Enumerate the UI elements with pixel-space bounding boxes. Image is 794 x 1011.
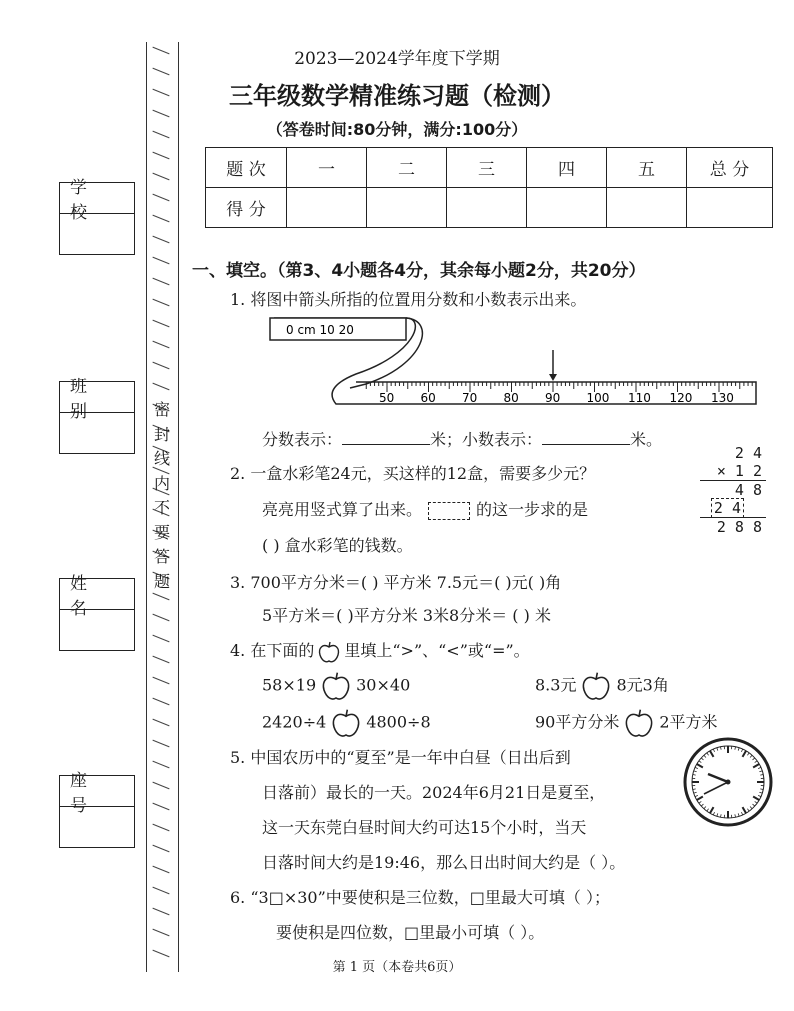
seal-tick: [152, 152, 169, 160]
seal-tick: [152, 383, 169, 391]
seal-tick: [152, 719, 169, 727]
seal-tick: [152, 635, 169, 643]
apple-answer-icon[interactable]: [622, 707, 656, 739]
table-cell: 三: [447, 148, 527, 188]
q1-decimal-label: 米；小数表示：: [430, 430, 543, 449]
tape-measure: [266, 314, 766, 414]
q3-line2: 5平方米＝( )平方分米 3米8分米＝ ( ) 米: [262, 606, 551, 625]
q4-expr: 90平方分米: [535, 712, 620, 732]
table-cell: 二: [367, 148, 447, 188]
class-box: [59, 377, 135, 454]
q4-expr: 2平方米: [659, 712, 718, 732]
calc-line: 2 8 8: [716, 518, 762, 536]
seat-box: [59, 771, 135, 848]
school-box: [59, 178, 135, 255]
school-label: 学 校: [60, 183, 134, 214]
score-cell[interactable]: [287, 188, 367, 228]
calc-line: 4 8: [734, 481, 762, 499]
table-cell: 一: [287, 148, 367, 188]
exam-year: 2023—2024学年度下学期: [294, 49, 500, 69]
seal-tick: [152, 677, 169, 685]
seal-tick: [152, 887, 169, 895]
score-cell[interactable]: [527, 188, 607, 228]
class-label: 班 别: [60, 382, 134, 413]
calc-boxed-value: 2 4: [711, 498, 744, 518]
seal-tick: [152, 761, 169, 769]
tape-labels: [379, 391, 734, 405]
table-cell: 得 分: [206, 188, 287, 228]
seal-tick: [152, 362, 169, 370]
dashed-box-icon: [428, 502, 470, 520]
tape-tick-label: 100: [586, 391, 610, 405]
seal-char: 封: [153, 424, 170, 444]
q2-line3: ( ) 盒水彩笔的钱数。: [262, 536, 413, 555]
table-cell: 总 分: [687, 148, 773, 188]
seal-tick: [152, 824, 169, 832]
q6-line2: 要使积是四位数，□里最小可填（ ）。: [276, 923, 545, 942]
q4-expr: 2420÷4: [262, 712, 327, 732]
table-cell: 五: [607, 148, 687, 188]
q1-answer-line: [262, 427, 662, 450]
seal-text: [150, 398, 174, 594]
seal-tick: [152, 803, 169, 811]
q2-line2b: 的这一步求的是: [476, 500, 589, 519]
seal-tick: [152, 908, 169, 916]
q4-expr: 30×40: [356, 675, 411, 695]
apple-answer-icon[interactable]: [579, 670, 613, 702]
score-cell[interactable]: [447, 188, 527, 228]
q5-line2: 日落前）最长的一天。2024年6月21日是夏至，: [262, 783, 606, 802]
seal-tick: [152, 614, 169, 622]
tape-tick-label: 50: [379, 391, 395, 405]
seal-tick: [152, 782, 169, 790]
tape-tick-label: 80: [503, 391, 519, 405]
q4-row2-right: [535, 707, 718, 739]
q4-row1-left: [262, 670, 410, 702]
q5-line1: 5. 中国农历中的“夏至”是一年中白昼（日出后到: [230, 748, 571, 767]
q4-expr: 58×19: [262, 675, 317, 695]
score-table: [205, 147, 773, 228]
seal-tick: [152, 929, 169, 937]
tape-tick-label: 70: [462, 391, 478, 405]
score-row: [206, 188, 773, 228]
calc-line: × 1 2: [700, 462, 766, 481]
seal-line-left: [146, 42, 147, 972]
table-cell: 题 次: [206, 148, 287, 188]
q5-line4: 日落时间大约是19:46，那么日出时间大约是（ ）。: [262, 853, 626, 872]
seal-char: 不: [153, 498, 170, 517]
seat-label: 座 号: [60, 776, 134, 807]
q2-line1: 2. 一盒水彩笔24元，买这样的12盒，需要多少元？: [230, 464, 596, 483]
apple-answer-icon[interactable]: [329, 707, 363, 739]
seal-tick: [152, 845, 169, 853]
q2-line2a: 亮亮用竖式算了出来。: [262, 500, 423, 519]
q4-expr: 4800÷8: [366, 712, 431, 732]
table-cell: 四: [527, 148, 607, 188]
q6-line1: 6. “3□×30”中要使积是三位数，□里最大可填（ ）；: [230, 888, 610, 907]
q4-intro-b: 里填上“>”、“<”或“=”。: [344, 641, 530, 660]
seal-tick: [152, 299, 169, 307]
tape-tick-label: 90: [545, 391, 561, 405]
exam-subtitle: （答卷时间:80分钟，满分:100分）: [266, 120, 528, 139]
seal-char: 密: [153, 400, 170, 419]
exam-title: 三年级数学精准练习题（检测）: [229, 82, 565, 110]
clock-icon: [682, 736, 774, 828]
q1-suffix: 米。: [630, 430, 663, 449]
tape-tick-label: 130: [711, 391, 734, 405]
seal-tick: [152, 740, 169, 748]
arrow-head: [549, 374, 557, 381]
q4-expr: 8.3元: [535, 675, 577, 695]
score-cell[interactable]: [367, 188, 447, 228]
seal-tick: [152, 236, 169, 244]
q5-line3: 这一天东莞白昼时间大约可达15个小时，当天: [262, 818, 587, 837]
apple-icon: [317, 640, 341, 664]
q2-line2: [262, 497, 588, 520]
score-cell[interactable]: [687, 188, 773, 228]
page-footer: 第 1 页（本卷共6页）: [332, 960, 462, 975]
q4-expr: 8元3角: [616, 675, 669, 695]
seal-tick: [152, 320, 169, 328]
seal-char: 要: [153, 522, 170, 542]
q4-row1-right: [535, 670, 669, 702]
q4-intro-a: 4. 在下面的: [230, 641, 315, 660]
seal-char: 内: [153, 473, 170, 493]
seal-tick: [152, 173, 169, 181]
q3-line1: 3. 700平方分米＝( ) 平方米 7.5元＝( )元( )角: [230, 573, 562, 592]
seal-line-right: [178, 42, 179, 972]
seal-tick: [152, 341, 169, 349]
seal-tick: [152, 278, 169, 286]
q4-intro: [230, 638, 530, 664]
tape-start-label: 0 cm 10 20: [286, 323, 354, 337]
calc-line-boxed: [700, 499, 766, 518]
tape-tick-label: 110: [628, 391, 651, 405]
vertical-calculation: [700, 444, 766, 536]
seal-tick: [152, 215, 169, 223]
tape-tick-label: 60: [420, 391, 436, 405]
q1-decimal-blank[interactable]: [542, 428, 630, 445]
name-label: 姓 名: [60, 579, 134, 610]
seal-char: 线: [153, 449, 170, 468]
q4-row2-left: [262, 707, 431, 739]
section-heading: 一、填空。（第3、4小题各4分，其余每小题2分，共20分）: [192, 261, 646, 281]
seal-char: 题: [153, 571, 170, 591]
seal-tick: [152, 194, 169, 202]
seal-tick: [152, 698, 169, 706]
q1-text: 1. 将图中箭头所指的位置用分数和小数表示出来。: [230, 290, 587, 309]
score-header-row: [206, 148, 773, 188]
seal-tick: [152, 257, 169, 265]
score-cell[interactable]: [607, 188, 687, 228]
name-box: [59, 574, 135, 651]
seal-char: 答: [153, 547, 170, 566]
apple-answer-icon[interactable]: [319, 670, 353, 702]
calc-line: 2 4: [734, 444, 762, 462]
q1-fraction-blank[interactable]: [342, 428, 430, 445]
seal-tick: [152, 656, 169, 664]
tape-tick-label: 120: [669, 391, 693, 405]
seal-tick: [152, 866, 169, 874]
q1-fraction-label: 分数表示：: [262, 430, 343, 449]
